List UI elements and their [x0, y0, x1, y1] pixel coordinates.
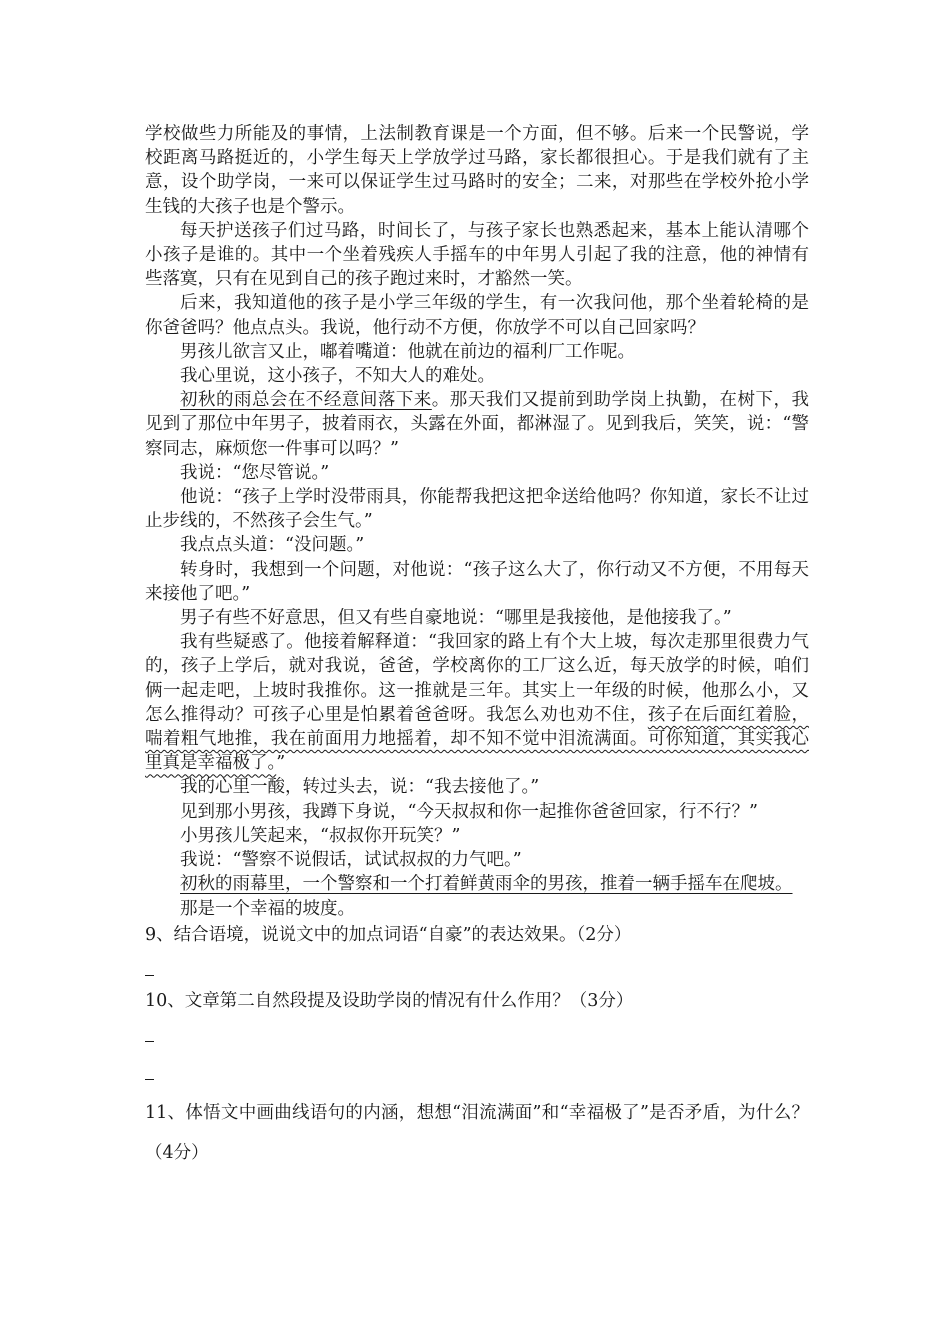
paragraph-14: 见到那小男孩，我蹲下身说，“今天叔叔和你一起推你爸爸回家，行不行？”: [180, 801, 758, 822]
answer-dash: [145, 975, 154, 976]
paragraph-17: [145, 872, 809, 896]
answer-dash: [145, 1041, 154, 1042]
paragraph-1: 学校做些力所能及的事情，上法制教育课是一个方面，但不够。后来一个民警说，学校距离马路挺近的，小学生每天上学放学过马路，家长都很担心。于是我们就有了主意，设个助学岗，一来可以保证学生过马路时的安全；二来，对那些在学校外抢小学生钱的大孩子也是个警示。: [145, 124, 809, 217]
paragraph-8: 他说：“孩子上学时没带雨具，你能帮我把这把伞送给他吗？你知道，家长不让过止步线的，不然孩子会生气。”: [145, 487, 809, 532]
question-10: 10、文章第二自然段提及设助学岗的情况有什么作用？（3分）: [145, 990, 634, 1011]
paragraph-9: 我点点头道：“没问题。”: [180, 535, 365, 556]
paragraph-6: [145, 388, 809, 461]
paragraph-15: 小男孩儿笑起来，“叔叔你开玩笑？”: [180, 825, 461, 846]
paragraph-3: 后来，我知道他的孩子是小学三年级的学生，有一次我问他，那个坐着轮椅的是你爸爸吗？他点点头。我说，他行动不方便，你放学不可以自己回家吗？: [145, 293, 809, 338]
paragraph-12: [145, 630, 809, 775]
paragraph-7: 我说：“您尽管说。”: [180, 462, 330, 483]
paragraph-13: 我的心里一酸，转过头去，说：“我去接他了。”: [180, 777, 540, 798]
underlined-sentence-1: 初秋的雨总会在不经意间落下来: [180, 390, 432, 411]
paragraph-12-end: ”: [276, 753, 286, 774]
paragraph-2: 每天护送孩子们过马路，时间长了，与孩子家长也熟悉起来，基本上能认清哪个小孩子是谁的。其中一个坐着残疾人手摇车的中年男人引起了我的注意，他的神情有些落寞，只有在见到自己的孩子跑过来时，才豁然一笑。: [145, 220, 809, 290]
paragraph-16: 我说：“警察不说假话，试试叔叔的力气吧。”: [180, 850, 522, 871]
paragraph-11: 男子有些不好意思，但又有些自豪地说：“哪里是我接他，是他接我了。”: [180, 608, 732, 629]
paragraph-4: 男孩儿欲言又止，嘟着嘴道：他就在前边的福利厂工作呢。: [180, 341, 635, 362]
wavy-underlined-sentence: 孩子在后面红着脸，喘着粗气地推，我在前面用力地摇着，却不知不觉中泪流满面。可你知道，其实我心里真是幸福极了。: [145, 704, 810, 774]
paragraph-18: 那是一个幸福的坡度。: [180, 898, 355, 919]
paragraph-10: 转身时，我想到一个问题，对他说：“孩子这么大了，你行动又不方便，不用每天来接他了吧。”: [145, 559, 809, 604]
question-9: 9、结合语境，说说文中的加点词语“自豪”的表达效果。（2分）: [145, 924, 632, 945]
answer-dash: [145, 1079, 154, 1080]
paragraph-6-rest: 。那天我们又提前到助学岗上执勤，在树下，我见到了那位中年男子，披着雨衣，头露在外面，都淋湿了。见到我后，笑笑，说：“警察同志，麻烦您一件事可以吗？”: [145, 390, 810, 459]
answer-line-q9[interactable]: [145, 947, 809, 989]
answer-line-q10-1[interactable]: [145, 1013, 809, 1055]
answer-line-q10-2[interactable]: [145, 1055, 809, 1093]
paragraph-12-start: 我有些疑惑了。他接着解释道：“我回家的路上有个大上坡，每次走那里很费力气的，孩子上学后，就对我说，爸爸，学校离你的工厂这么近，每天放学的时候，咱们俩一起走吧，上坡时我推你。这一推就是三年。其实上一年级的时候，他那么小，又怎么推得动？可孩子心里是怕累着爸爸呀。我怎么劝也劝不住，: [145, 632, 809, 725]
paragraph-5: 我心里说，这小孩子，不知大人的难处。: [180, 366, 495, 387]
question-11: 11、体悟文中画曲线语句的内涵，想想“泪流满面”和“幸福极了”是否矛盾，为什么？（4分）: [145, 1103, 809, 1164]
document-page: [145, 122, 809, 1173]
underlined-sentence-2: 初秋的雨幕里，一个警察和一个打着鲜黄雨伞的男孩，推着一辆手摇车在爬坡。: [180, 874, 793, 895]
